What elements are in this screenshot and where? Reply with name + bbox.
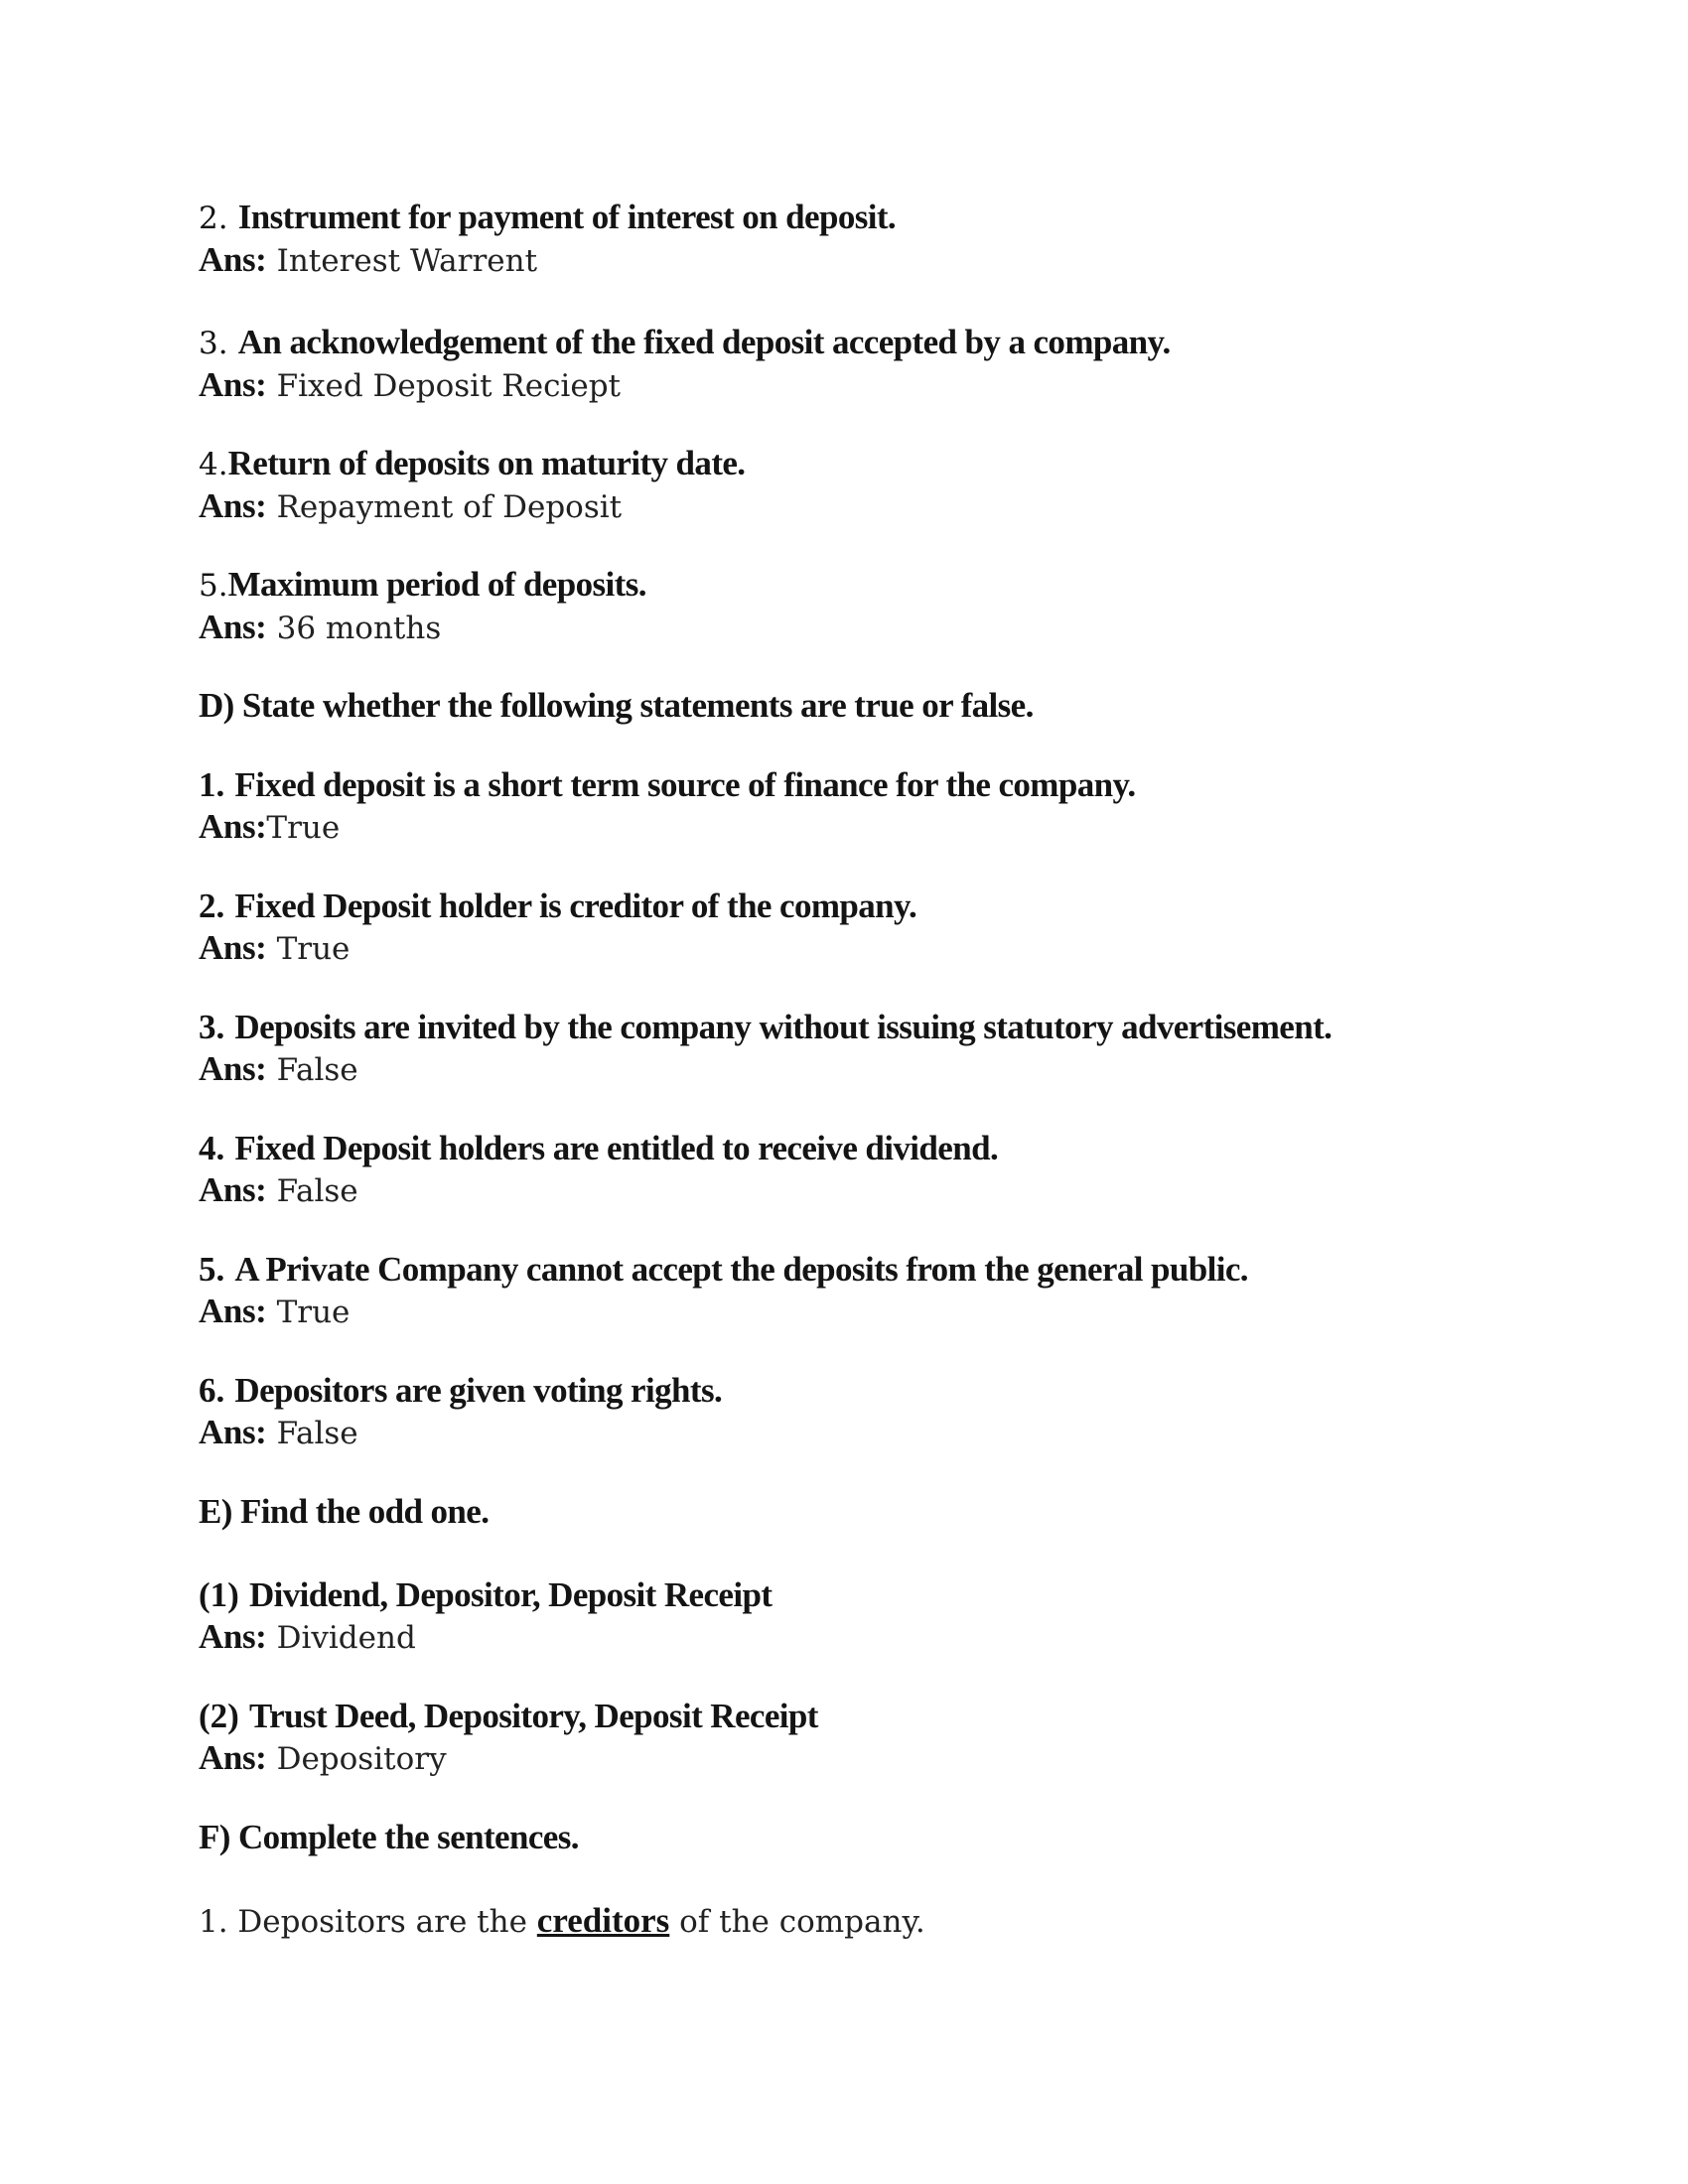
sentence-prefix: 1. Depositors are the xyxy=(199,1904,527,1940)
question-text: Return of deposits on maturity date. xyxy=(227,444,746,482)
answer-line xyxy=(199,239,896,282)
statement-line xyxy=(199,886,916,927)
options-line xyxy=(199,1696,818,1737)
answer-text: False xyxy=(276,1173,358,1209)
statement-text: Fixed Deposit holder is creditor of the company. xyxy=(234,887,917,925)
statement-line xyxy=(199,764,1136,806)
answer-line xyxy=(199,1048,1332,1091)
answer-line xyxy=(199,806,1136,849)
answer-line xyxy=(199,1412,722,1454)
statement-text: A Private Company cannot accept the deposits from the general public. xyxy=(234,1250,1248,1289)
sentence-item-1 xyxy=(199,1900,925,1943)
answer-text: True xyxy=(276,1295,351,1330)
answer-text: Dividend xyxy=(276,1620,416,1656)
statement-text: Fixed deposit is a short term source of finance for the company. xyxy=(234,765,1136,804)
answer-text: Fixed Deposit Reciept xyxy=(276,368,621,404)
answer-text: Depository xyxy=(276,1741,447,1777)
question-block-c4 xyxy=(199,443,745,528)
statement-block-d4 xyxy=(199,1128,998,1212)
answer-label: Ans: xyxy=(199,1049,267,1088)
odd-one-block-2 xyxy=(199,1696,818,1780)
statement-line xyxy=(199,1370,722,1412)
answer-text: True xyxy=(266,810,341,846)
statement-block-d5 xyxy=(199,1249,1248,1333)
answer-label: Ans: xyxy=(199,1292,267,1330)
question-line xyxy=(199,197,896,239)
section-e-heading: E) Find the odd one. xyxy=(199,1492,490,1531)
question-number: 4. xyxy=(199,447,228,482)
answer-label: Ans: xyxy=(199,365,267,404)
item-number: (2) xyxy=(199,1697,239,1735)
options-text: Dividend, Depositor, Deposit Receipt xyxy=(248,1575,773,1614)
answer-line xyxy=(199,1616,772,1659)
question-number: 3. xyxy=(199,326,228,361)
question-line xyxy=(199,564,646,607)
statement-line xyxy=(199,1007,1332,1048)
item-number: (1) xyxy=(199,1575,239,1614)
question-block-c3 xyxy=(199,322,1171,407)
answer-line xyxy=(199,1737,818,1780)
options-line xyxy=(199,1574,772,1616)
answer-label: Ans: xyxy=(199,1413,267,1451)
answer-text: Interest Warrent xyxy=(276,243,538,279)
answer-line xyxy=(199,364,1171,407)
fill-in-answer: creditors xyxy=(536,1901,670,1940)
statement-text: Fixed Deposit holders are entitled to receive dividend. xyxy=(234,1129,999,1167)
question-line xyxy=(199,322,1171,364)
answer-text: True xyxy=(276,931,351,967)
answer-line xyxy=(199,927,916,970)
answer-label: Ans: xyxy=(199,608,267,646)
answer-label: Ans: xyxy=(199,1738,267,1777)
answer-label: Ans: xyxy=(199,807,267,846)
answer-label: Ans: xyxy=(199,240,267,279)
answer-label: Ans: xyxy=(199,928,267,967)
question-text: Instrument for payment of interest on deposit. xyxy=(237,198,897,236)
statement-number: 4. xyxy=(199,1129,225,1167)
statement-number: 2. xyxy=(199,887,225,925)
statement-block-d2 xyxy=(199,886,916,970)
question-text: An acknowledgement of the fixed deposit accepted by a company. xyxy=(237,323,1171,361)
question-line xyxy=(199,443,745,485)
section-d-heading: D) State whether the following statements are true or false. xyxy=(199,686,1034,725)
answer-text: False xyxy=(276,1416,358,1451)
answer-line xyxy=(199,1169,998,1212)
statement-line xyxy=(199,1128,998,1169)
answer-line xyxy=(199,607,646,649)
statement-line xyxy=(199,1249,1248,1291)
section-f-heading: F) Complete the sentences. xyxy=(199,1818,579,1856)
statement-text: Depositors are given voting rights. xyxy=(234,1371,723,1410)
options-text: Trust Deed, Depository, Deposit Receipt xyxy=(248,1697,818,1735)
sentence-suffix: of the company. xyxy=(679,1904,925,1940)
question-number: 5. xyxy=(199,568,228,604)
statement-number: 1. xyxy=(199,765,225,804)
question-number: 2. xyxy=(199,201,228,236)
statement-block-d6 xyxy=(199,1370,722,1454)
statement-number: 3. xyxy=(199,1008,225,1046)
question-block-c5 xyxy=(199,564,646,649)
statement-text: Deposits are invited by the company without issuing statutory advertisement. xyxy=(234,1008,1333,1046)
statement-number: 6. xyxy=(199,1371,225,1410)
answer-line xyxy=(199,1291,1248,1333)
statement-number: 5. xyxy=(199,1250,225,1289)
question-text: Maximum period of deposits. xyxy=(227,565,646,604)
answer-line xyxy=(199,485,745,528)
question-block-c2 xyxy=(199,197,896,282)
answer-label: Ans: xyxy=(199,1170,267,1209)
statement-block-d3 xyxy=(199,1007,1332,1091)
answer-text: 36 months xyxy=(276,611,442,646)
answer-text: Repayment of Deposit xyxy=(276,489,623,525)
answer-label: Ans: xyxy=(199,486,267,525)
odd-one-block-1 xyxy=(199,1574,772,1659)
answer-label: Ans: xyxy=(199,1617,267,1656)
statement-block-d1 xyxy=(199,764,1136,849)
answer-text: False xyxy=(276,1052,358,1088)
